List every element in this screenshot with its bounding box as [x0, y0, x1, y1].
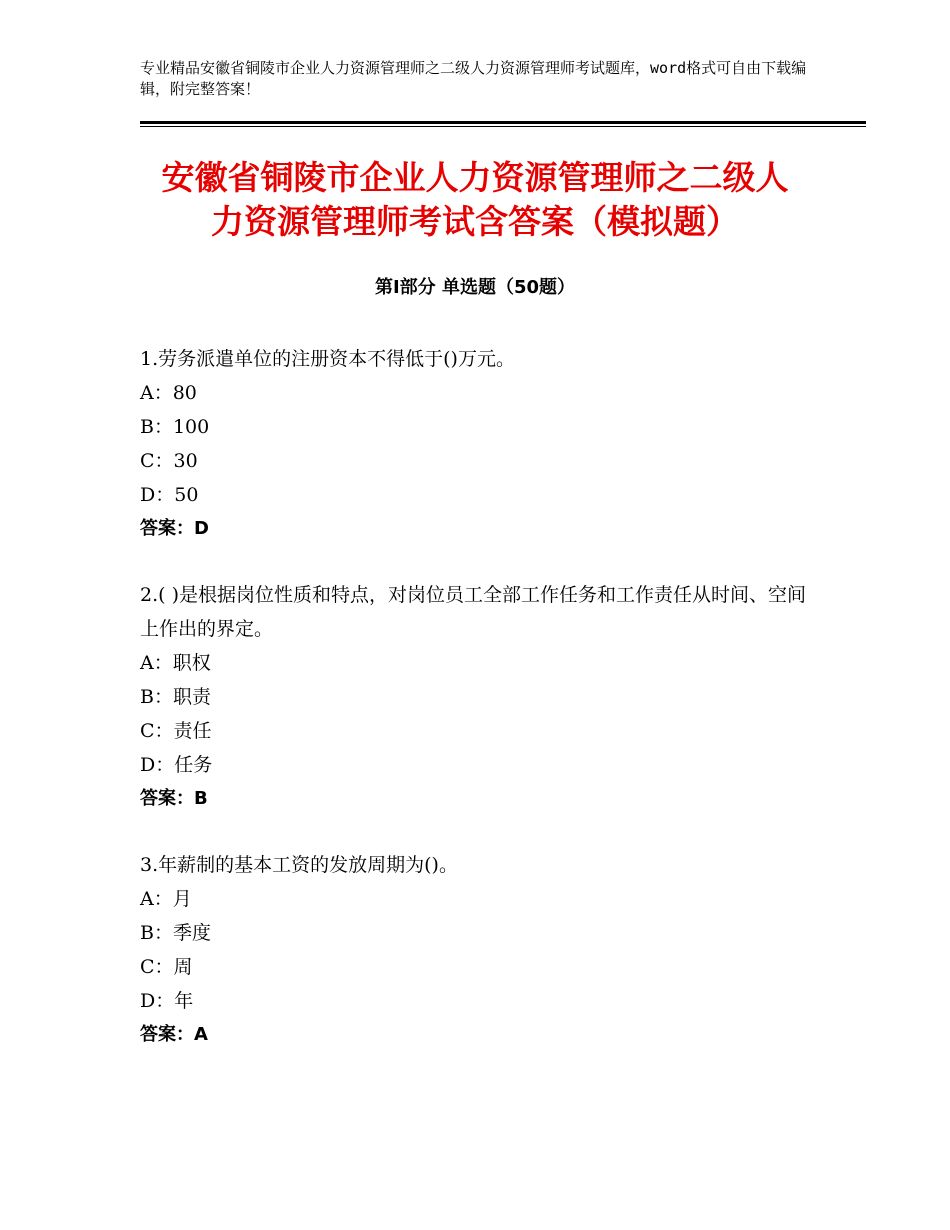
- header-note: 专业精品安徽省铜陵市企业人力资源管理师之二级人力资源管理师考试题库，word格式可自由下载编辑，附完整答案！: [140, 59, 807, 98]
- option-a: A：职权: [140, 652, 211, 674]
- answer: 答案：B: [140, 788, 208, 809]
- option-b: B：季度: [140, 922, 211, 944]
- answer: 答案：D: [140, 518, 209, 539]
- document-title-line-2: 力资源管理师考试含答案（模拟题）: [211, 202, 739, 241]
- option-d: D：任务: [140, 754, 213, 776]
- option-d: D：50: [140, 484, 199, 506]
- option-b: B：职责: [140, 686, 211, 708]
- question-1: [140, 342, 820, 546]
- header-divider-thick: [140, 121, 866, 124]
- section-title: 第Ⅰ部分 单选题（50题）: [374, 277, 575, 298]
- option-a: A：80: [140, 382, 197, 404]
- option-b: B：100: [140, 416, 210, 438]
- document-title: [130, 156, 820, 244]
- option-c: C：周: [140, 956, 193, 978]
- option-c: C：责任: [140, 720, 212, 742]
- question-text: 1.劳务派遣单位的注册资本不得低于()万元。: [140, 348, 515, 370]
- option-d: D：年: [140, 990, 194, 1012]
- question-list: [140, 342, 820, 1084]
- question-text: 2.( )是根据岗位性质和特点，对岗位员工全部工作任务和工作责任从时间、空间上作出的界定。: [140, 584, 806, 640]
- option-c: C：30: [140, 450, 198, 472]
- question-3: [140, 848, 820, 1052]
- question-text: 3.年薪制的基本工资的发放周期为()。: [140, 854, 458, 876]
- answer: 答案：A: [140, 1024, 208, 1045]
- document-title-line-1: 安徽省铜陵市企业人力资源管理师之二级人: [161, 158, 789, 197]
- header-divider-thin: [140, 126, 866, 127]
- option-a: A：月: [140, 888, 192, 910]
- question-2: [140, 578, 820, 816]
